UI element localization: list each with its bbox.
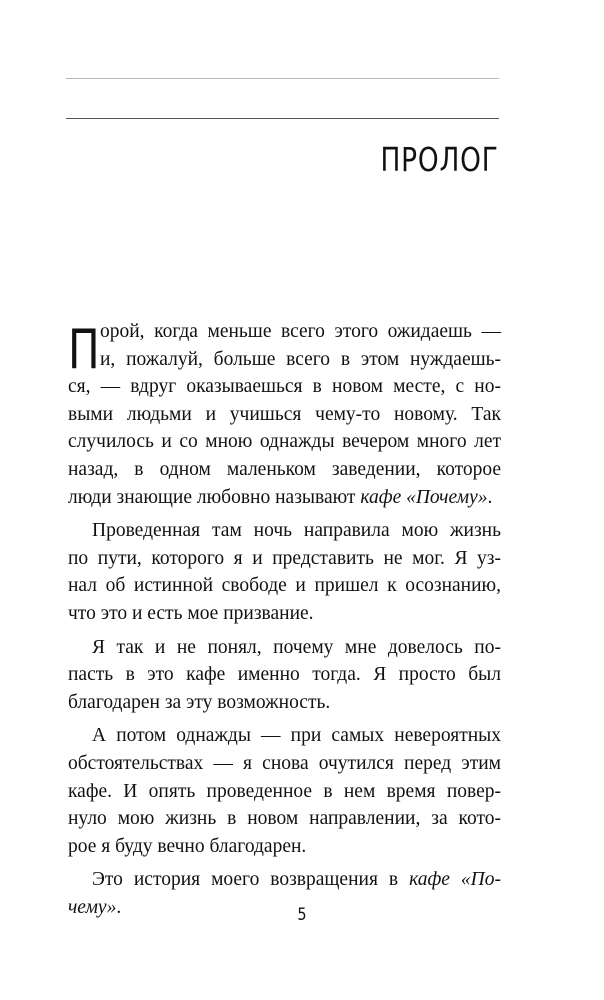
paragraph-2 [68, 517, 501, 627]
text-line: пасть в это кафе именно тогда. Я просто был [68, 664, 501, 686]
text-line: А потом однажды — при самых невероятных [92, 725, 501, 747]
paragraph-3 [68, 634, 501, 717]
page-number: 5 [297, 905, 307, 925]
top-rule [66, 78, 499, 79]
text-line: назад, в одном маленьком заведении, которое [68, 458, 501, 480]
text-fragment: Это история моего возвращения в [92, 869, 410, 891]
header-rule [66, 118, 499, 119]
text-fragment: люди знающие любовно называют [68, 486, 361, 508]
paragraph-4 [68, 722, 501, 860]
text-line: обстоятельствах — я снова очутился перед этим [68, 752, 501, 774]
cafe-name-italic: чему» [68, 896, 117, 918]
text-line: нуло мою жизнь в новом направлении, за кото- [68, 808, 501, 830]
text-line: Проведенная там ночь направила мою жизнь [92, 520, 501, 542]
cafe-name-italic: кафе «Почему» [360, 486, 488, 508]
text-line: нал об истинной свободе и пришел к осознанию, [68, 575, 501, 597]
text-line: ся, — вдруг оказываешься в новом месте, с но- [68, 376, 501, 398]
text-line: случилось и со мною однажды вечером много лет [68, 431, 501, 453]
text-line: рое я буду вечно благодарен. [68, 835, 307, 857]
text-line [68, 866, 501, 894]
text-line: и, пожалуй, больше всего в этом нуждаешь- [100, 348, 501, 370]
text-line: благодарен за эту возможность. [68, 691, 331, 713]
paragraph-1 [68, 318, 501, 511]
cafe-name-italic: кафе «По- [409, 869, 501, 891]
chapter-title: ПРОЛОГ [380, 140, 499, 179]
text-line: Я так и не понял, почему мне довелось по- [92, 636, 501, 658]
text-line: что это и есть мое призвание. [68, 602, 314, 624]
text-line [68, 484, 501, 512]
text-fragment: . [487, 486, 493, 508]
text-line: по пути, которого я и представить не мог. Я уз- [68, 547, 501, 569]
body-text [68, 318, 501, 921]
text-fragment: . [116, 896, 122, 918]
drop-cap: П [68, 318, 100, 381]
text-line: выми людьми и учишься чему-то новому. Так [68, 403, 501, 425]
text-line: орой, когда меньше всего этого ожидаешь — [100, 321, 501, 342]
text-line: кафе. И опять проведенное в нем время повер- [68, 780, 501, 802]
